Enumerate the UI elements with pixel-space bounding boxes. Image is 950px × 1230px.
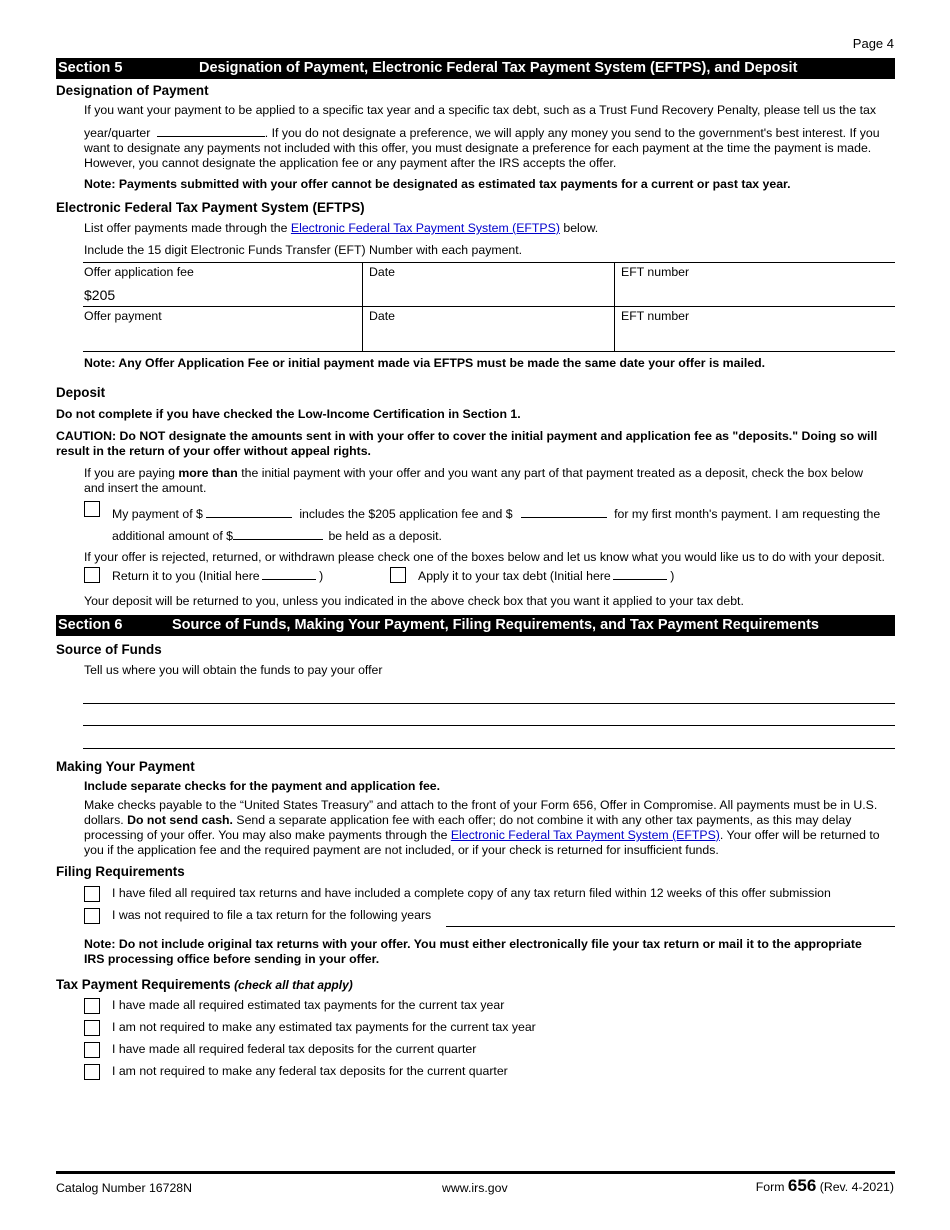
source-answer-line-2[interactable] — [83, 725, 895, 726]
first-month-label: for my first month's payment. I am requesting the — [614, 507, 881, 521]
designation-line2-rest: . If you do not designate a preference, we will apply any money you send to the government's best interest. If you — [264, 126, 880, 140]
estimated-payments-not-required-checkbox[interactable] — [84, 1020, 100, 1036]
form-label: Form — [755, 1180, 785, 1194]
filing-note-line2: IRS processing office before sending in your offer. — [84, 952, 380, 966]
deposit-do-not-complete: Do not complete if you have checked the Low-Income Certification in Section 1. — [56, 407, 521, 421]
tax-payment-heading-note: (check all that apply) — [234, 978, 353, 992]
additional-amount-label: additional amount of $ — [112, 529, 234, 543]
eftps-list-suffix: below. — [559, 221, 599, 235]
apply-it-label: Apply it to your tax debt (Initial here — [418, 569, 611, 583]
designation-note: Note: Payments submitted with your offer cannot be designated as estimated tax payments for a current or past tax year. — [84, 177, 791, 191]
source-answer-line-3[interactable] — [83, 748, 895, 749]
section-5-header — [56, 58, 895, 79]
eftps-heading: Electronic Federal Tax Payment System (EFTPS) — [56, 200, 365, 215]
tax-payment-item: I have made all required federal tax deposits for the current quarter — [112, 1042, 477, 1056]
deposit-caution-line2: result in the return of your offer without appeal rights. — [56, 444, 371, 458]
filing-heading: Filing Requirements — [56, 864, 185, 879]
payment-date-field[interactable]: Date — [369, 309, 395, 323]
not-required-to-file-checkbox[interactable] — [84, 908, 100, 924]
tax-payment-heading-wrap — [56, 977, 353, 994]
table-col-divider-1 — [362, 262, 363, 351]
eftps-link[interactable]: Electronic Federal Tax Payment System (EFTPS) — [290, 221, 560, 235]
includes-label: includes the $205 application fee and $ — [299, 507, 513, 521]
deposit-para-line1 — [84, 466, 863, 481]
my-payment-line — [112, 506, 897, 522]
table-mid-border — [83, 306, 895, 307]
making-payment-p3-a: processing of your offer. You may also make payments through the — [84, 828, 451, 842]
form-number: 656 — [787, 1176, 817, 1195]
do-not-send-cash: Do not send cash. — [127, 813, 233, 827]
deposit-caution-line1: CAUTION: Do NOT designate the amounts sent in with your offer to cover the initial payment and application fee as "deposits." Doing so will — [56, 429, 878, 443]
section-6-header — [56, 615, 895, 636]
section-6-number: Section 6 — [58, 617, 123, 633]
additional-amount-input[interactable] — [233, 528, 323, 540]
estimated-payments-made-checkbox[interactable] — [84, 998, 100, 1014]
not-required-to-file-label: I was not required to file a tax return for the following years — [112, 908, 432, 922]
apply-it-initial-input[interactable] — [613, 568, 667, 580]
filing-note-line1: Note: Do not include original tax returns with your offer. You must either electronically file your tax return or mail it to the appropriate — [84, 937, 862, 951]
designation-line2 — [84, 125, 880, 141]
making-payment-p4: you if the application fee and the required payment are not included, or if your check is returned for insufficient funds. — [84, 843, 719, 857]
fee-date-field[interactable]: Date — [369, 265, 395, 279]
making-payment-p1: Make checks payable to the “United States Treasury” and attach to the front of your Form 656, Offer in Compromise. All payments must be in U.S. — [84, 798, 878, 812]
page-number: Page 4 — [852, 36, 894, 51]
table-top-border — [83, 262, 895, 263]
fee-eft-number-field[interactable]: EFT number — [621, 265, 690, 279]
footer-rule — [56, 1171, 895, 1174]
filed-all-label: I have filed all required tax returns and have included a complete copy of any tax return filed within 12 weeks of this offer submission — [112, 886, 831, 900]
return-it-checkbox[interactable] — [84, 567, 100, 583]
section-5-number: Section 5 — [58, 60, 123, 76]
filed-all-checkbox[interactable] — [84, 886, 100, 902]
deposit-returned-note: Your deposit will be returned to you, unless you indicated in the above check box that you want it applied to your tax debt. — [84, 594, 744, 608]
eftps-list-line — [84, 221, 598, 236]
making-payment-p2 — [84, 813, 851, 828]
federal-deposits-not-required-checkbox[interactable] — [84, 1064, 100, 1080]
website: www.irs.gov — [442, 1181, 508, 1195]
return-it-initial-input[interactable] — [262, 568, 316, 580]
section-6-title: Source of Funds, Making Your Payment, Filing Requirements, and Tax Payment Requirements — [172, 617, 819, 633]
year-quarter-label: year/quarter — [84, 126, 151, 140]
additional-amount-line — [112, 528, 442, 544]
deposit-para-line2: and insert the amount. — [84, 481, 207, 495]
tax-payment-item: I have made all required estimated tax payments for the current tax year — [112, 998, 505, 1012]
year-quarter-input[interactable] — [157, 125, 265, 137]
making-payment-p3 — [84, 828, 880, 843]
offer-application-fee-value: $205 — [84, 287, 116, 303]
eftps-include-line: Include the 15 digit Electronic Funds Transfer (EFT) Number with each payment. — [84, 243, 523, 257]
deposit-para-bold: more than — [178, 466, 238, 480]
designation-line3: want to designate any payments not included with this offer, you must designate a preference for each payment at the time the payment is made. — [84, 141, 872, 155]
my-payment-amount-input[interactable] — [206, 506, 292, 518]
federal-deposits-made-checkbox[interactable] — [84, 1042, 100, 1058]
held-as-deposit-label: be held as a deposit. — [328, 529, 442, 543]
offer-application-fee-label: Offer application fee — [84, 265, 194, 279]
years-input-line[interactable] — [446, 926, 895, 927]
return-it-close-paren: ) — [319, 569, 324, 583]
designation-line1: If you want your payment to be applied to a specific tax year and a specific tax debt, such as a Trust Fund Recovery Penalty, please tell us the tax — [84, 103, 876, 117]
return-it-line — [112, 568, 323, 584]
deposit-para-b: the initial payment with your offer and you want any part of that payment treated as a deposit, check the box below — [237, 466, 864, 480]
eftps-list-prefix: List offer payments made through the — [84, 221, 291, 235]
apply-it-checkbox[interactable] — [390, 567, 406, 583]
my-payment-label: My payment of $ — [112, 507, 203, 521]
tax-payment-item: I am not required to make any federal tax deposits for the current quarter — [112, 1064, 508, 1078]
form-id — [756, 1175, 894, 1196]
source-answer-line-1[interactable] — [83, 703, 895, 704]
making-payment-p2-a: dollars. — [84, 813, 128, 827]
eftps-note: Note: Any Offer Application Fee or initial payment made via EFTPS must be made the same date your offer is mailed. — [84, 356, 766, 370]
table-col-divider-2 — [614, 262, 615, 351]
tax-payment-heading: Tax Payment Requirements — [56, 977, 231, 992]
apply-it-close-paren: ) — [670, 569, 675, 583]
payment-eft-number-field[interactable]: EFT number — [621, 309, 690, 323]
making-payment-p3-b: . Your offer will be returned to — [719, 828, 880, 842]
return-it-label: Return it to you (Initial here — [112, 569, 260, 583]
section-5-title: Designation of Payment, Electronic Federal Tax Payment System (EFTPS), and Deposit — [199, 60, 798, 76]
deposit-heading: Deposit — [56, 385, 106, 400]
making-payment-p2-b: Send a separate application fee with each offer; do not combine it with any other tax payments, as this may delay — [232, 813, 852, 827]
source-prompt: Tell us where you will obtain the funds to pay your offer — [84, 663, 383, 677]
designation-line4: However, you cannot designate the application fee or any payment after the IRS accepts the offer. — [84, 156, 617, 170]
rejected-line: If your offer is rejected, returned, or withdrawn please check one of the boxes below and let us know what you would like us to do with your deposit. — [84, 550, 885, 564]
making-payment-bold: Include separate checks for the payment and application fee. — [84, 779, 441, 793]
first-month-amount-input[interactable] — [521, 506, 607, 518]
form-revision: (Rev. 4-2021) — [819, 1180, 894, 1194]
catalog-number: Catalog Number 16728N — [56, 1181, 193, 1195]
deposit-para-a: If you are paying — [84, 466, 179, 480]
deposit-checkbox[interactable] — [84, 501, 100, 517]
offer-payment-label: Offer payment — [84, 309, 162, 323]
making-payment-heading: Making Your Payment — [56, 759, 195, 774]
source-heading: Source of Funds — [56, 642, 162, 657]
eftps-link-2[interactable]: Electronic Federal Tax Payment System (EFTPS) — [450, 828, 720, 842]
apply-it-line — [418, 568, 674, 584]
designation-heading: Designation of Payment — [56, 83, 209, 98]
tax-payment-item: I am not required to make any estimated tax payments for the current tax year — [112, 1020, 536, 1034]
table-bottom-border — [83, 351, 895, 352]
